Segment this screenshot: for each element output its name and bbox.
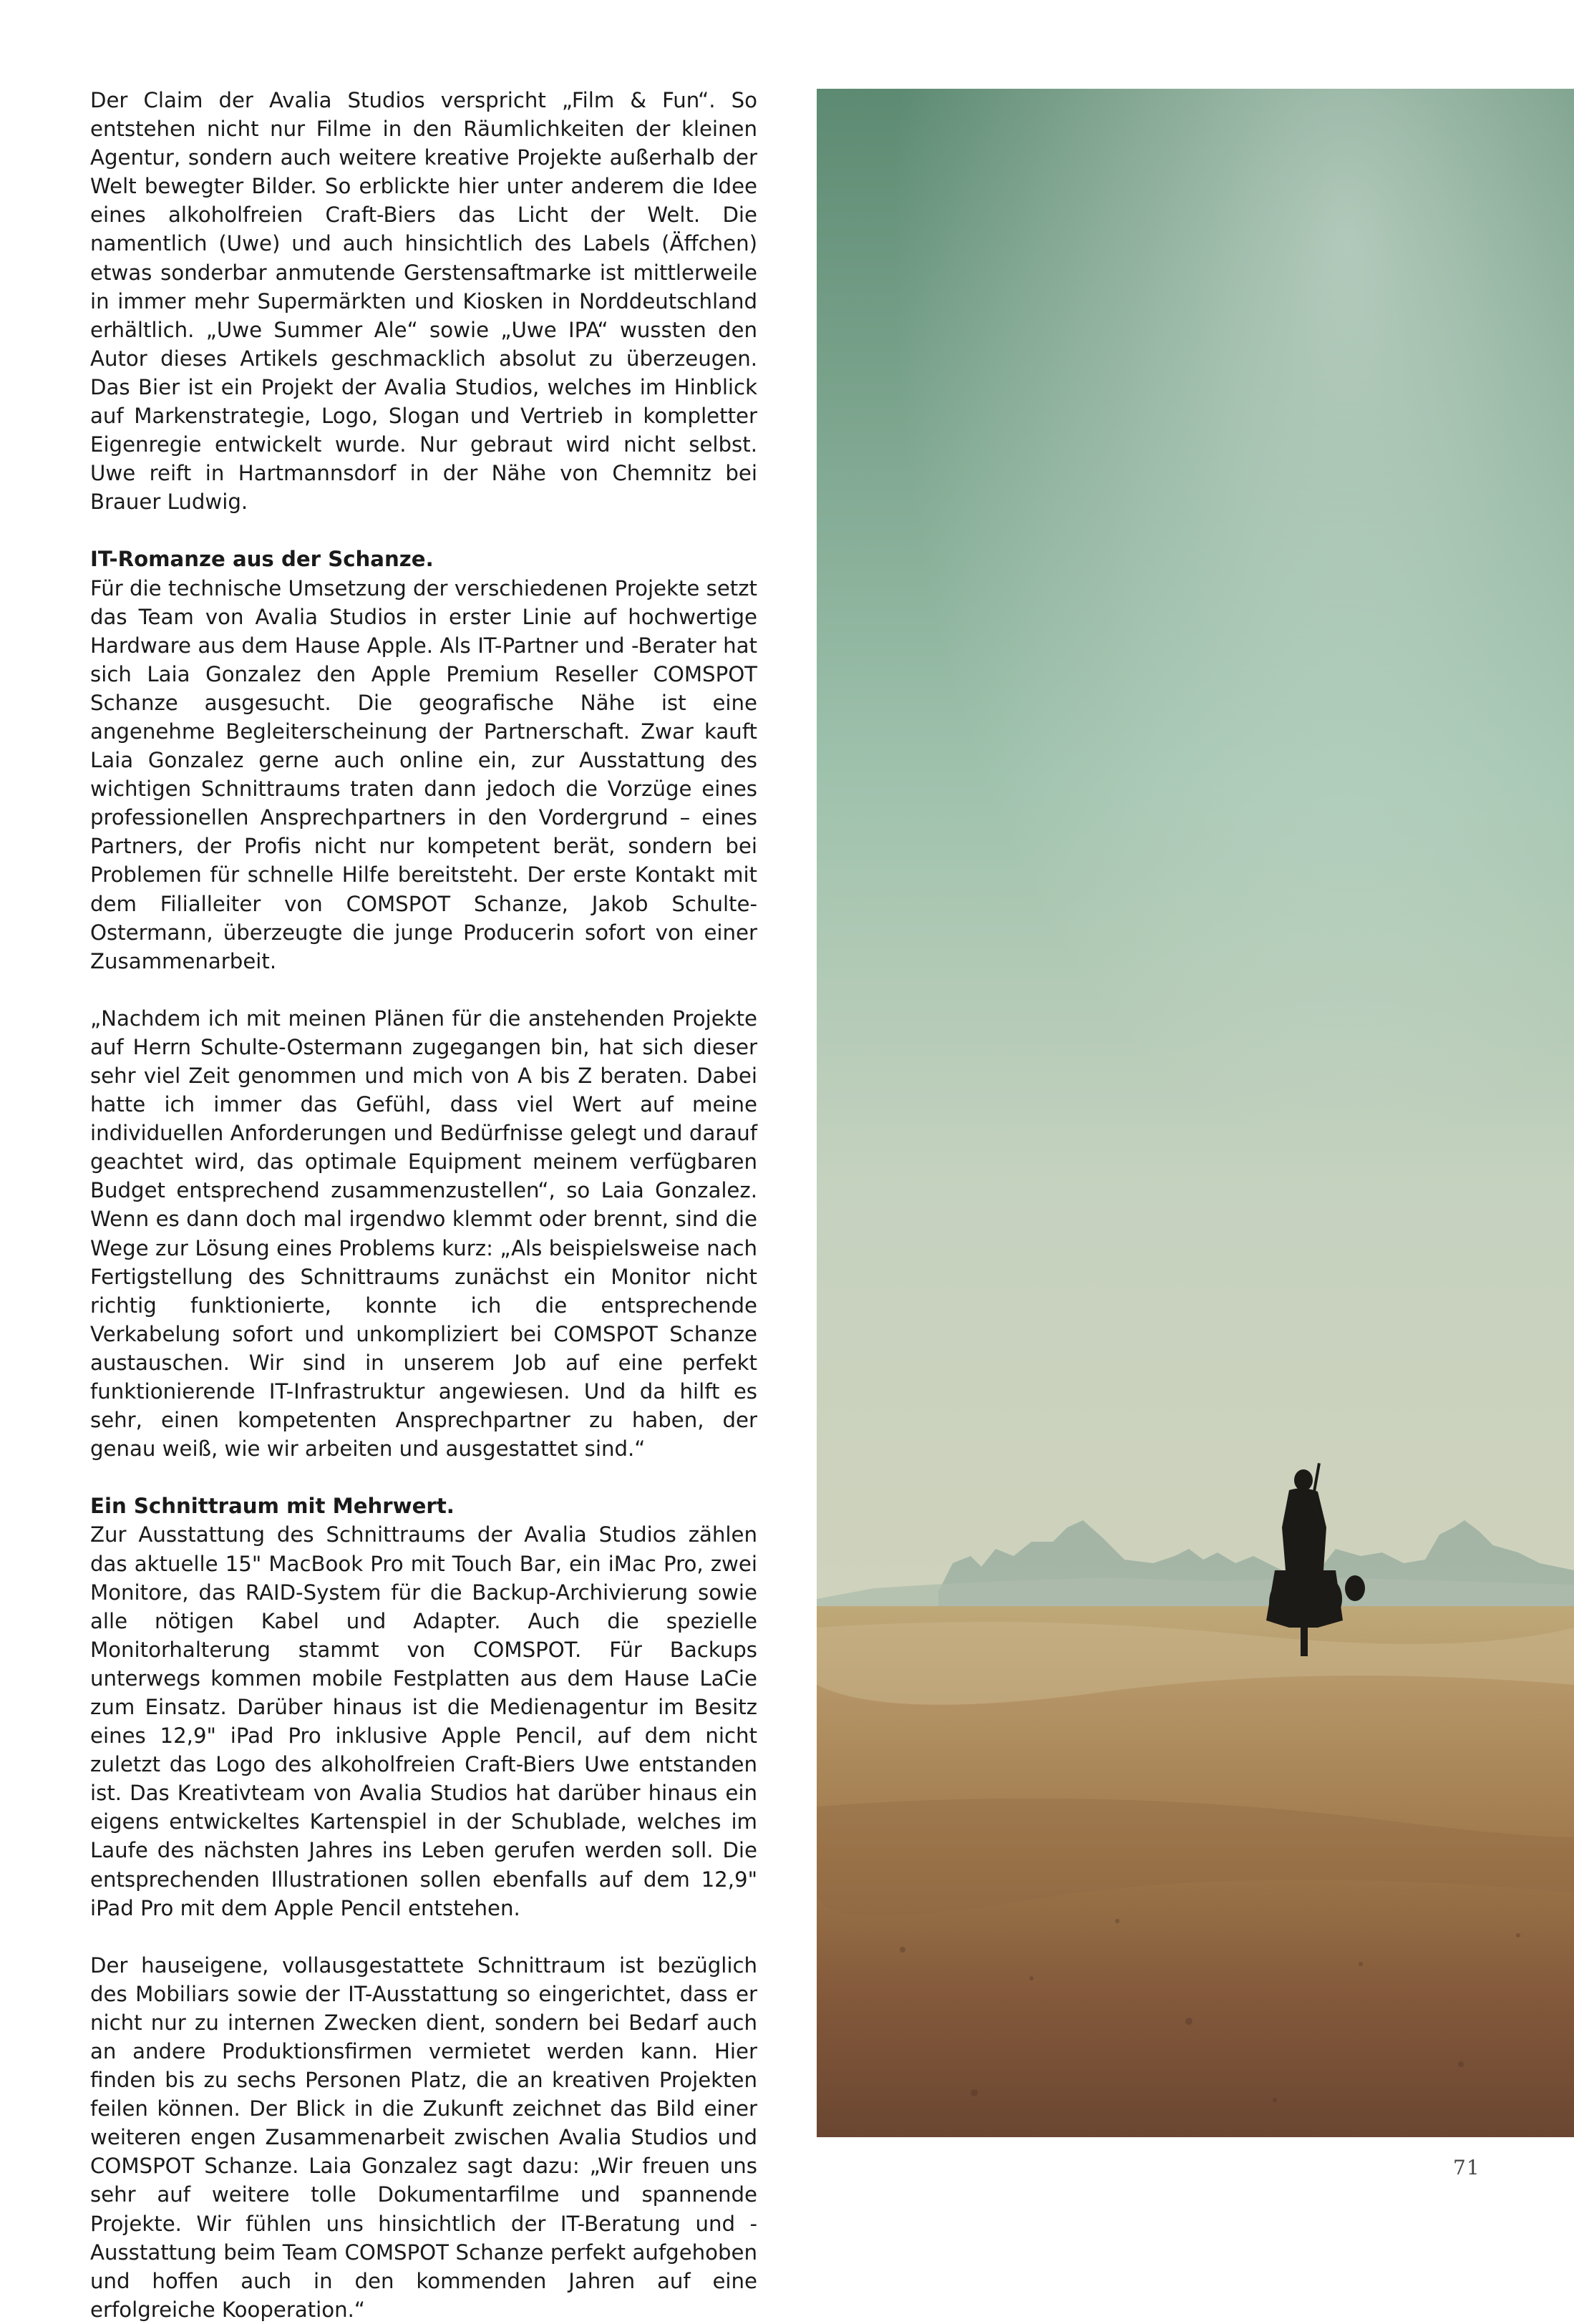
article-paragraph: Der hauseigene, vollausgestattete Schnittraum ist bezüglich des Mobiliars sowie der IT-Ausstattung so eingerichtet, dass er nicht nur zu internen Zwecken dient, sondern bei Bedarf auch an andere Produktionsfirmen vermietet werden kann. Hier finden bis zu sechs Personen Platz, die an kreativen Projekten feilen können. Der Blick in die Zukunft zeichnet das Bild einer weiteren engen Zusammenarbeit zwischen Avalia Studios und COMSPOT Schanze. Laia Gonzalez sagt dazu: „Wir freuen uns sehr auf weitere tolle Dokumentarfilme und spannende Projekte. Wir fühlen uns hinsichtlich der IT-Beratung und -Ausstattung beim Team COMSPOT Schanze perfekt aufgehoben und hoffen auch in den kommenden Jahren auf eine erfolgreiche Kooperation.“ <box>90 1953 757 2322</box>
article-paragraph: Zur Ausstattung des Schnittraums der Avalia Studios zählen das aktuelle 15" MacBook Pro mit Touch Bar, ein iMac Pro, zwei Monitore, das RAID-System für die Backup-Archivierung sowie alle nötigen Kabel und Adapter. Auch die spezielle Monitorhalterung stammt von COMSPOT. Für Backups unterwegs kommen mobile Festplatten aus dem Hause LaCie zum Einsatz. Darüber hinaus ist die Medienagentur im Besitz eines 12,9" iPad Pro inklusive Apple Pencil, auf dem nicht zuletzt das Logo des alkoholfreien Craft-Biers Uwe entstanden ist. Das Kreativteam von Avalia Studios hat darüber hinaus ein eigens entwickeltes Kartenspiel in der Schublade, welches im Laufe des nächsten Jahres ins Leben gerufen werden soll. Die entsprechenden Illustrationen sollen ebenfalls auf dem 12,9" iPad Pro mit dem Apple Pencil entstehen. <box>90 1522 757 1920</box>
article-paragraph: „Nachdem ich mit meinen Plänen für die anstehenden Projekte auf Herrn Schulte-Ostermann zugegangen bin, hat sich dieser sehr viel Zeit genommen und mich von A bis Z beraten. Dabei hatte ich immer das Gefühl, dass viel Wert auf meine individuellen Anforderungen und Bedürfnisse gelegt und darauf geachtet wird, das optimale Equipment meinem verfügbaren Budget entsprechend zusammenzustellen“, so Laia Gonzalez. Wenn es dann doch mal irgendwo klemmt oder brennt, sind die Wege zur Lösung eines Problems kurz: „Als beispielsweise nach Fertigstellung des Schnittraums zunächst ein Monitor nicht richtig funktionierte, konnte ich die entsprechende Verkabelung sofort und unkompliziert bei COMSPOT Schanze austauschen. Wir sind in unserem Job auf eine perfekt funktionierende IT-Infrastruktur angewiesen. Und da hilft es sehr, einen kompetenten Ansprechpartner zu haben, der genau weiß, wie wir arbeiten und ausgestattet sind.“ <box>90 1006 757 1462</box>
section-heading: Ein Schnittraum mit Mehrwert. <box>90 1494 455 1519</box>
article-body <box>90 86 757 2324</box>
section-heading: IT-Romanze aus der Schanze. <box>90 547 434 572</box>
article-paragraph: Der Claim der Avalia Studios verspricht „Film & Fun“. So entstehen nicht nur Filme in den Räumlichkeiten der kleinen Agentur, sondern auch weitere kreative Projekte außerhalb der Welt bewegter Bilder. So erblickte hier unter anderem die Idee eines alkoholfreien Craft-Biers das Licht der Welt. Die namentlich (Uwe) und auch hinsichtlich des Labels (Äffchen) etwas sonderbar anmutende Gerstensaftmarke ist mittlerweile in immer mehr Supermärkten und Kiosken in Norddeutschland erhältlich. „Uwe Summer Ale“ sowie „Uwe IPA“ wussten den Autor dieses Artikels geschmacklich absolut zu überzeugen. Das Bier ist ein Projekt der Avalia Studios, welches im Hinblick auf Markenstrategie, Logo, Slogan und Vertrieb in kompletter Eigenregie entwickelt wurde. Nur gebraut wird nicht selbst. Uwe reift in Hartmannsdorf in der Nähe von Chemnitz bei Brauer Ludwig. <box>90 88 757 515</box>
photo-illustration <box>817 89 1574 2137</box>
article-paragraph: Für die technische Umsetzung der verschiedenen Projekte setzt das Team von Avalia Studios in erster Linie auf hochwertige Hardware aus dem Hause Apple. Als IT-Partner und -Berater hat sich Laia Gonzalez den Apple Premium Reseller COMSPOT Schanze ausgesucht. Die geografische Nähe ist eine angenehme Begleiterscheinung der Partnerschaft. Zwar kauft Laia Gonzalez gerne auch online ein, zur Ausstattung des wichtigen Schnittraums traten dann jedoch die Vorzüge eines professionellen Ansprechpartners in den Vordergrund – eines Partners, der Profis nicht nur kompetent berät, sondern bei Problemen für schnelle Hilfe bereitsteht. Der erste Kontakt mit dem Filialleiter von COMSPOT Schanze, Jakob Schulte-Ostermann, überzeugte die junge Producerin sofort von einer Zusammenarbeit. <box>90 575 757 973</box>
page-number: 71 <box>1453 2156 1480 2179</box>
desert-cyclist-photo <box>817 89 1574 2137</box>
